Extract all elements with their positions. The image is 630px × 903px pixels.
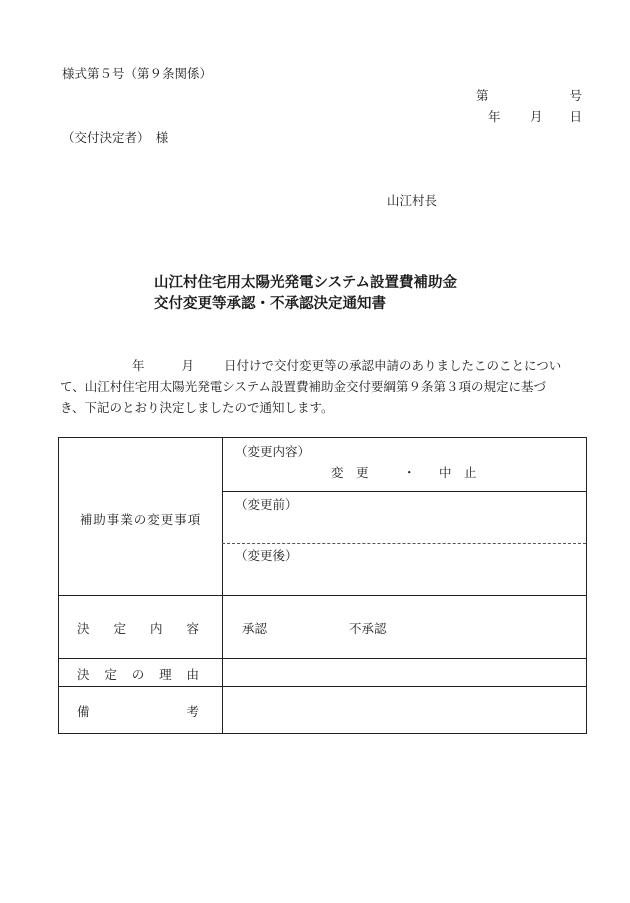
- table-rule: [222, 491, 586, 492]
- remarks-label: 備 考: [77, 704, 199, 719]
- decision-approve: 承認: [242, 621, 268, 636]
- after-change-label: （変更後）: [235, 548, 298, 563]
- change-option-cancel: 中 止: [439, 465, 477, 480]
- table-rule: [59, 595, 586, 596]
- table-rule: [59, 686, 586, 687]
- body-line-3: き、下記のとおり決定しましたので通知します。: [60, 400, 334, 415]
- title-line-2: 交付変更等承認・不承認決定通知書: [154, 295, 386, 312]
- body-text: [60, 355, 587, 418]
- body-month: 月: [181, 358, 195, 373]
- form-number: 様式第５号（第９条関係）: [62, 66, 213, 81]
- sender: 山江村長: [387, 193, 438, 208]
- decision-reason-label: 決 定 の 理 由: [77, 667, 199, 682]
- title-line-1: 山江村住宅用太陽光発電システム設置費補助金: [154, 274, 458, 291]
- table-rule: [59, 658, 586, 659]
- body-year: 年: [132, 358, 145, 373]
- decision-content-label: 決 定 内 容: [77, 621, 199, 636]
- decision-reject: 不承認: [349, 621, 387, 636]
- body-line-2: て、山江村住宅用太陽光発電システム設置費補助金交付要綱第９条第３項の規定に基づ: [60, 379, 547, 394]
- change-items-label: 補助事業の変更事項: [79, 512, 202, 527]
- before-change-label: （変更前）: [235, 497, 298, 512]
- number-suffix: 号: [569, 88, 582, 103]
- body-line-1-text: 日付けで交付変更等の承認申請のありましたこのことについ: [224, 358, 562, 373]
- change-content-label: （変更内容）: [235, 444, 311, 459]
- date-day: 日: [569, 109, 582, 124]
- decision-table: [58, 437, 587, 734]
- table-divider: [222, 438, 223, 733]
- table-dashed-rule: [222, 543, 586, 544]
- change-separator: ・: [403, 465, 416, 480]
- number-prefix: 第: [476, 88, 489, 103]
- body-line-1: [60, 355, 587, 376]
- addressee: （交付決定者） 様: [62, 130, 169, 145]
- document-title: [154, 272, 457, 314]
- change-option-change: 変 更: [331, 465, 369, 480]
- date-year: 年: [488, 109, 501, 124]
- date-month: 月: [530, 109, 543, 124]
